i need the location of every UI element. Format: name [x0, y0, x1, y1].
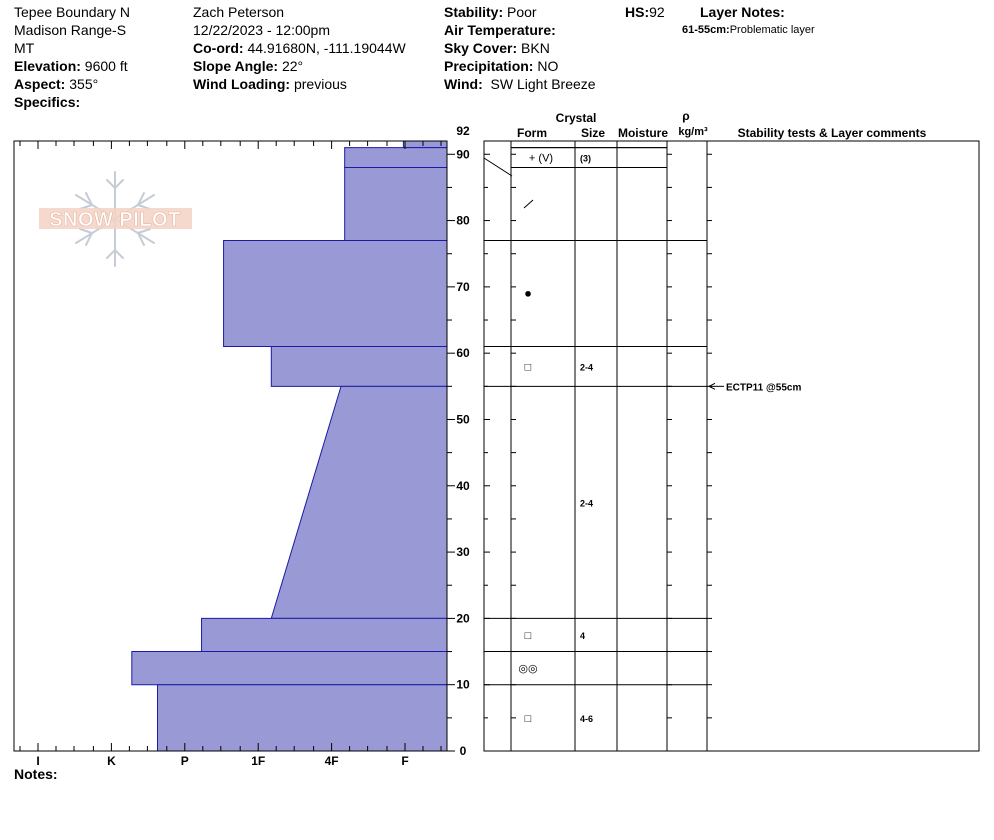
grain-form-symbol: □ [524, 629, 532, 642]
site-range: Madison Range-S [14, 22, 127, 38]
precip-label: Precipitation: [444, 58, 534, 74]
layer-table [484, 141, 979, 751]
height-label: 50 [456, 412, 470, 427]
precip-value: NO [537, 58, 559, 74]
grain-size-value: 2-4 [580, 498, 594, 509]
height-axis [447, 124, 712, 758]
hardness-layer-5 [271, 386, 447, 618]
hardness-layer-1 [345, 148, 447, 168]
hardness-label-K: K [107, 754, 116, 768]
hardness-label-I: I [36, 754, 40, 768]
moisture-heading: Moisture [617, 126, 669, 140]
height-label: 0 [459, 744, 467, 758]
aspect-label: Aspect: [14, 76, 66, 92]
height-label: 90 [456, 147, 470, 162]
height-label: 10 [456, 677, 470, 692]
aspect-value: 355° [69, 76, 99, 92]
slope-label: Slope Angle: [193, 58, 279, 74]
hs-label: HS: [625, 4, 650, 20]
hardness-label-4F: 4F [324, 754, 339, 768]
height-label: 40 [456, 478, 470, 493]
layer-notes-title: Layer Notes: [700, 4, 785, 20]
height-label: 20 [456, 611, 470, 626]
grain-form-symbol: ◎◎ [518, 663, 538, 676]
hardness-layer-0 [403, 141, 447, 148]
elevation-value: 9600 ft [84, 58, 128, 74]
hardness-layer-2 [345, 168, 447, 241]
hardness-profile [132, 141, 447, 751]
grain-size-value: 2-4 [580, 362, 594, 373]
coord-value: 44.91680N, -111.19044W [247, 40, 406, 56]
grain-size-value: 4 [580, 630, 586, 641]
hardness-layer-4 [271, 347, 447, 387]
wind-label: Wind: [444, 76, 483, 92]
stability-value: Poor [507, 4, 537, 20]
elevation-label: Elevation: [14, 58, 81, 74]
air-temp-label: Air Temperature: [444, 22, 556, 38]
layer-note-range: 61-55cm: [682, 24, 730, 36]
grain-form-symbol: + (V) [528, 152, 554, 165]
grain-form-symbol: ● [524, 285, 532, 301]
stability-test-label: ECTP11 @55cm [726, 382, 802, 394]
wind-loading-value: previous [293, 76, 347, 92]
coord-label: Co-ord: [193, 40, 244, 56]
density-symbol: ρ [682, 109, 690, 123]
stability-label: Stability: [444, 4, 504, 20]
height-label: 80 [456, 213, 470, 228]
height-label: 70 [456, 279, 470, 294]
hs-value: 92 [649, 4, 665, 20]
hardness-axis-labels [36, 754, 408, 768]
snowpilot-logo [39, 172, 192, 266]
hardness-layer-3 [224, 240, 447, 346]
site-state: MT [14, 40, 35, 56]
logo-text: SNOW PILOT [49, 209, 181, 231]
specifics-label: Specifics: [14, 94, 81, 110]
grain-form-symbol: □ [524, 712, 532, 725]
surface-connector [484, 158, 512, 176]
hardness-label-1F: 1F [251, 754, 266, 768]
height-label: 92 [456, 124, 470, 138]
layer-table-frame [484, 141, 979, 751]
layer-note-text: Problematic layer [729, 24, 815, 36]
hardness-layer-8 [158, 685, 447, 751]
hardness-layer-7 [132, 652, 447, 685]
grain-size-value: (3) [580, 153, 591, 164]
height-label: 30 [456, 545, 470, 560]
wind-value: SW Light Breeze [490, 76, 596, 92]
comments-heading: Stability tests & Layer comments [737, 126, 927, 140]
stability-test-marker [709, 382, 801, 393]
crystal-heading: Crystal [555, 111, 597, 125]
observation-datetime: 12/22/2023 - 12:00pm [193, 22, 330, 38]
sky-label: Sky Cover: [444, 40, 518, 56]
wind-loading-label: Wind Loading: [193, 76, 291, 92]
grain-size-value: 4-6 [580, 713, 594, 724]
observer-name: Zach Peterson [193, 4, 285, 20]
sky-value: BKN [521, 40, 550, 56]
hardness-label-P: P [180, 754, 189, 768]
hardness-label-F: F [401, 754, 409, 768]
hardness-layer-6 [202, 618, 447, 651]
height-label: 60 [456, 346, 470, 361]
form-heading: Form [517, 126, 547, 140]
grain-form-symbol [524, 200, 533, 208]
notes-label: Notes: [14, 766, 58, 782]
size-heading: Size [580, 126, 606, 140]
grain-form-symbol: □ [524, 361, 532, 374]
slope-value: 22° [281, 58, 304, 74]
density-unit: kg/m³ [678, 126, 708, 138]
site-location: Tepee Boundary N [14, 4, 130, 20]
